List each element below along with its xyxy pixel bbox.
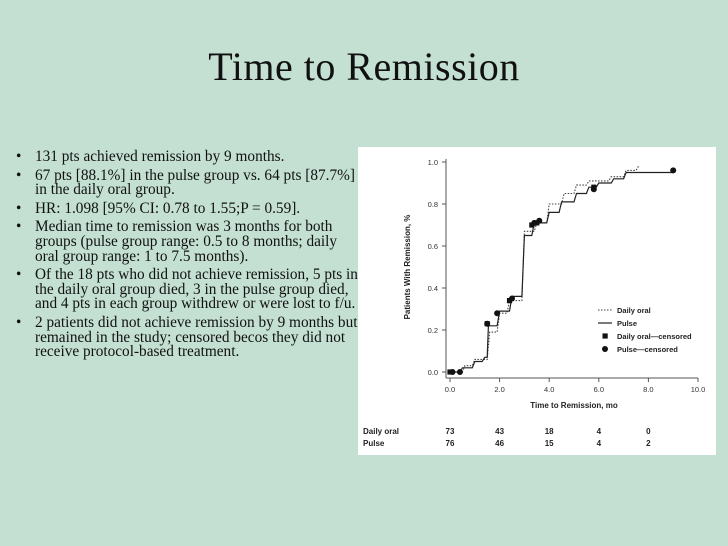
bullet-list: [14, 150, 364, 364]
at-risk-value: 4: [596, 427, 602, 436]
bullet-dot-icon: •: [16, 218, 22, 236]
bullet-text: 67 pts [88.1%] in the pulse group vs. 64 pts [87.7%] in the daily oral group.: [35, 166, 355, 199]
y-tick-label: 0.6: [427, 242, 438, 251]
y-tick-label: 0.0: [427, 368, 438, 377]
bullet-item: [14, 166, 364, 199]
y-axis-label: Patients With Remission, %: [403, 214, 412, 320]
censor-marker-circle: [670, 167, 676, 173]
bullet-dot-icon: •: [16, 266, 22, 284]
x-tick-label: 2.0: [494, 385, 505, 394]
bullet-text: Median time to remission was 3 months for both groups (pulse group range: 0.5 to 8 months; daily oral group range: 1 to 7.5 months).: [35, 218, 338, 265]
at-risk-value: 4: [596, 439, 602, 448]
x-tick-label: 0.0: [444, 385, 456, 394]
bullet-dot-icon: •: [16, 148, 22, 165]
bullet-dot-icon: •: [16, 166, 22, 184]
x-tick-label: 6.0: [593, 385, 605, 394]
censor-marker-circle: [591, 186, 597, 192]
y-tick-label: 0.2: [427, 326, 438, 335]
censor-marker-circle: [509, 296, 515, 302]
at-risk-value: 2: [646, 439, 651, 448]
bullet-item: [14, 313, 364, 361]
censor-marker-circle: [457, 369, 463, 375]
censor-marker-circle: [449, 369, 455, 375]
legend-label: Daily oral—censored: [617, 332, 692, 341]
slide-title: Time to Remission: [208, 44, 520, 89]
series-line-pulse: [450, 173, 673, 373]
at-risk-value: 18: [544, 427, 554, 436]
bullet-text: HR: 1.098 [95% CI: 0.78 to 1.55;P = 0.59].: [35, 199, 301, 217]
x-tick-label: 8.0: [643, 385, 654, 394]
y-tick-label: 0.8: [427, 200, 438, 209]
x-tick-label: 10.0: [690, 385, 706, 394]
at-risk-value: 0: [646, 427, 651, 436]
bullet-item: [14, 199, 364, 217]
legend-label: Pulse: [617, 319, 638, 328]
legend-swatch-square: [603, 333, 608, 338]
y-tick-label: 1.0: [427, 158, 438, 167]
series-line-daily-oral: [450, 166, 639, 372]
censor-marker-circle: [484, 321, 490, 327]
legend-swatch-circle: [602, 346, 608, 352]
censor-marker-circle: [536, 218, 542, 224]
x-tick-label: 4.0: [543, 385, 555, 394]
km-chart: [358, 147, 716, 455]
at-risk-row-label: Daily oral: [363, 427, 400, 436]
bullet-text: 131 pts achieved remission by 9 months.: [35, 148, 285, 165]
bullet-dot-icon: •: [16, 199, 22, 217]
bullet-item: [14, 268, 364, 312]
km-figure: [358, 147, 716, 455]
bullet-dot-icon: •: [16, 313, 22, 331]
at-risk-value: 15: [544, 439, 554, 448]
legend-label: Daily oral: [617, 306, 651, 315]
at-risk-value: 43: [495, 427, 505, 436]
bullet-item: [14, 220, 364, 264]
at-risk-value: 46: [495, 439, 505, 448]
y-tick-label: 0.4: [427, 284, 438, 293]
at-risk-value: 73: [445, 427, 455, 436]
bullet-text: Of the 18 pts who did not achieve remission, 5 pts in the daily oral group died, 3 in the pulse group died, and 4 pts in each group withdrew or were lost to f/u.: [35, 266, 358, 313]
at-risk-value: 76: [445, 439, 455, 448]
censor-marker-circle: [494, 310, 500, 316]
at-risk-row-label: Pulse: [363, 439, 385, 448]
bullet-text: 2 patients did not achieve remission by 9 months but remained in the study; censored becos they did not receive protocol-based treatment.: [35, 313, 358, 361]
legend-label: Pulse—censored: [617, 345, 678, 354]
bullet-item: [14, 150, 364, 165]
x-axis-label: Time to Remission, mo: [530, 401, 618, 410]
